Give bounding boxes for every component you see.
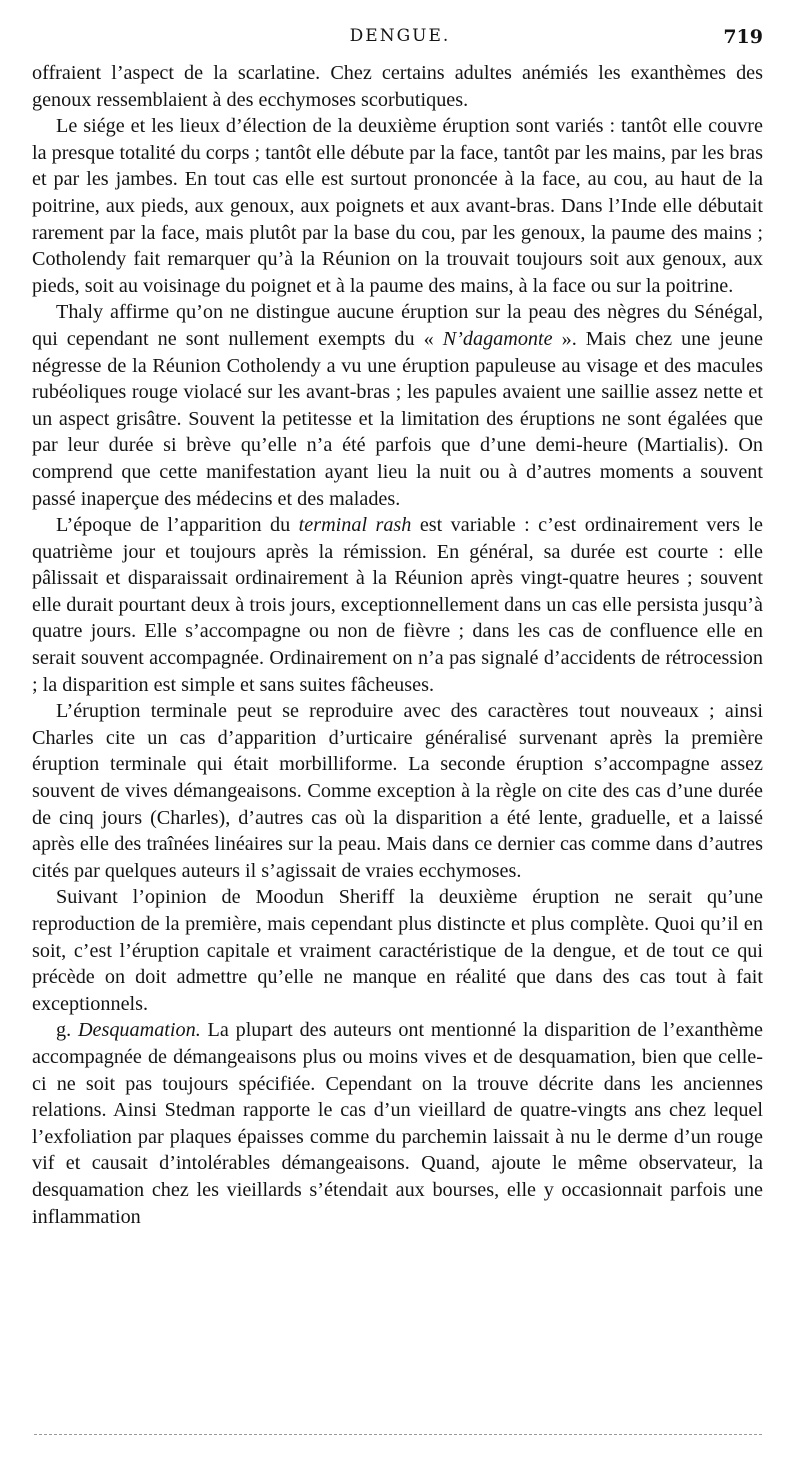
paragraph-7-italic: Desquamation.	[77, 1019, 201, 1042]
paragraph-7-text-b: La plupart des auteurs ont mentionné la disparition de l’exanthème accompagnée de démangeaisons plus ou moins vives et de desquamation, bien que celle-ci ne soit pas toujours spécifiée. Cependant on la trouve décrite dans les anciennes relations. Ainsi Stedman rapporte le cas d’un vieillard de quatre-vingts ans chez lequel l’exfoliation par plaques épaisses comme du parchemin laissait à nu le derme d’un rouge vif et causait d’intolérables démangeaisons. Quand, ajoute le même observateur, la desquamation chez les vieillards s’étendait aux bourses, elle y occasionnait parfois une inflammation	[32, 1019, 764, 1228]
paragraph-4-text-a: L’époque de l’apparition du	[56, 514, 299, 537]
paragraph-5: L’éruption terminale peut se reproduire avec des caractères tout nouveaux ; ainsi Charles cite un cas d’apparition d’urticaire généralisé survenant après la première éruption terminale qui était morbilliforme. La seconde éruption s’accompagne assez souvent de vives démangeaisons. Comme exception à la règle on cite des cas d’une durée de cinq jours (Charles), d’autres cas où la disparition a été lente, graduelle, et a laissé après elle des traînées linéaires sur la peau. Mais dans ce dernier cas comme dans d’autres cités par quelques auteurs il s’agissait de vraies ecchymoses.	[32, 700, 763, 882]
page-header	[0, 26, 800, 58]
paragraph-7	[32, 1017, 763, 1230]
page-number: 719	[723, 26, 763, 48]
body-text	[32, 60, 763, 1230]
paragraph-4-text-b: est variable : c’est ordinairement vers le quatrième jour et toujours après la rémission. En général, sa durée est courte : elle pâlissait et disparaissait ordinairement à la Réunion après vingt-quatre heures ; souvent elle durait pourtant deux à trois jours, exceptionnellement dans un cas elle persista jusqu’à quatre jours. Elle s’accompagne ou non de fièvre ; dans les cas de confluence elle en serait souvent accompagnée. Ordinairement on n’a pas signalé d’accidents de rétrocession ; la disparition est simple et sans suites fâcheuses.	[32, 514, 763, 696]
paragraph-6: Suivant l’opinion de Moodun Sheriff la deuxième éruption ne serait qu’une reproduction de la première, mais cependant plus distincte et plus complète. Quoi qu’il en soit, c’est l’éruption capitale et vraiment caractéristique de la dengue, et de tout ce qui précède on doit admettre qu’elle ne manque en réalité que dans des cas tout à fait exceptionnels.	[32, 886, 763, 1015]
paragraph-3-text-a: Thaly affirme qu’on ne distingue aucune éruption sur la peau des nègres du Sénégal, qui cependant ne sont nullement exempts du «	[32, 301, 763, 350]
paragraph-4-italic: terminal rash	[298, 514, 412, 537]
paragraph-3-text-b: ». Mais chez une jeune négresse de la Réunion Cotholendy a vu une éruption papuleuse au visage et des macules rubéoliques rouge violacé sur les avant-bras ; les papules avaient une saillie assez nette et un aspect grisâtre. Souvent la petitesse et la limitation des éruptions ne sont égalées que par leur durée si brève qu’elle n’a été parfois que d’une demi-heure (Martialis). On comprend que cette manifestation ayant lieu la nuit ou à d’autres moments a souvent passé inaperçue des médecins et des malades.	[32, 327, 763, 510]
paragraph-3	[32, 299, 763, 512]
footer-dotted-rule	[34, 1434, 762, 1435]
paragraph-2: Le siége et les lieux d’élection de la deuxième éruption sont variés : tantôt elle couvre la presque totalité du corps ; tantôt elle débute par la face, tantôt par les mains, par les bras et par les jambes. En tout cas elle est surtout prononcée à la face, au cou, au haut de la poitrine, aux pieds, aux genoux, aux poignets et aux avant-bras. Dans l’Inde elle débutait rarement par la face, mais plutôt par la base du cou, par les genoux, la paume des mains ; Cotholendy fait remarquer qu’à la Réunion on la trouvait toujours soit aux genoux, aux pieds, soit au voisinage du poignet et à la paume des mains, à la face ou sur la poitrine.	[32, 115, 763, 297]
paragraph-4	[32, 512, 763, 698]
paragraph-1: offraient l’aspect de la scarlatine. Chez certains adultes anémiés les exanthèmes des genoux ressemblaient à des ecchymoses scorbutiques.	[32, 62, 763, 111]
paragraph-3-italic: N’dagamonte	[442, 327, 553, 350]
running-title: DENGUE.	[349, 26, 451, 46]
paragraph-7-text-a: g.	[56, 1019, 78, 1042]
